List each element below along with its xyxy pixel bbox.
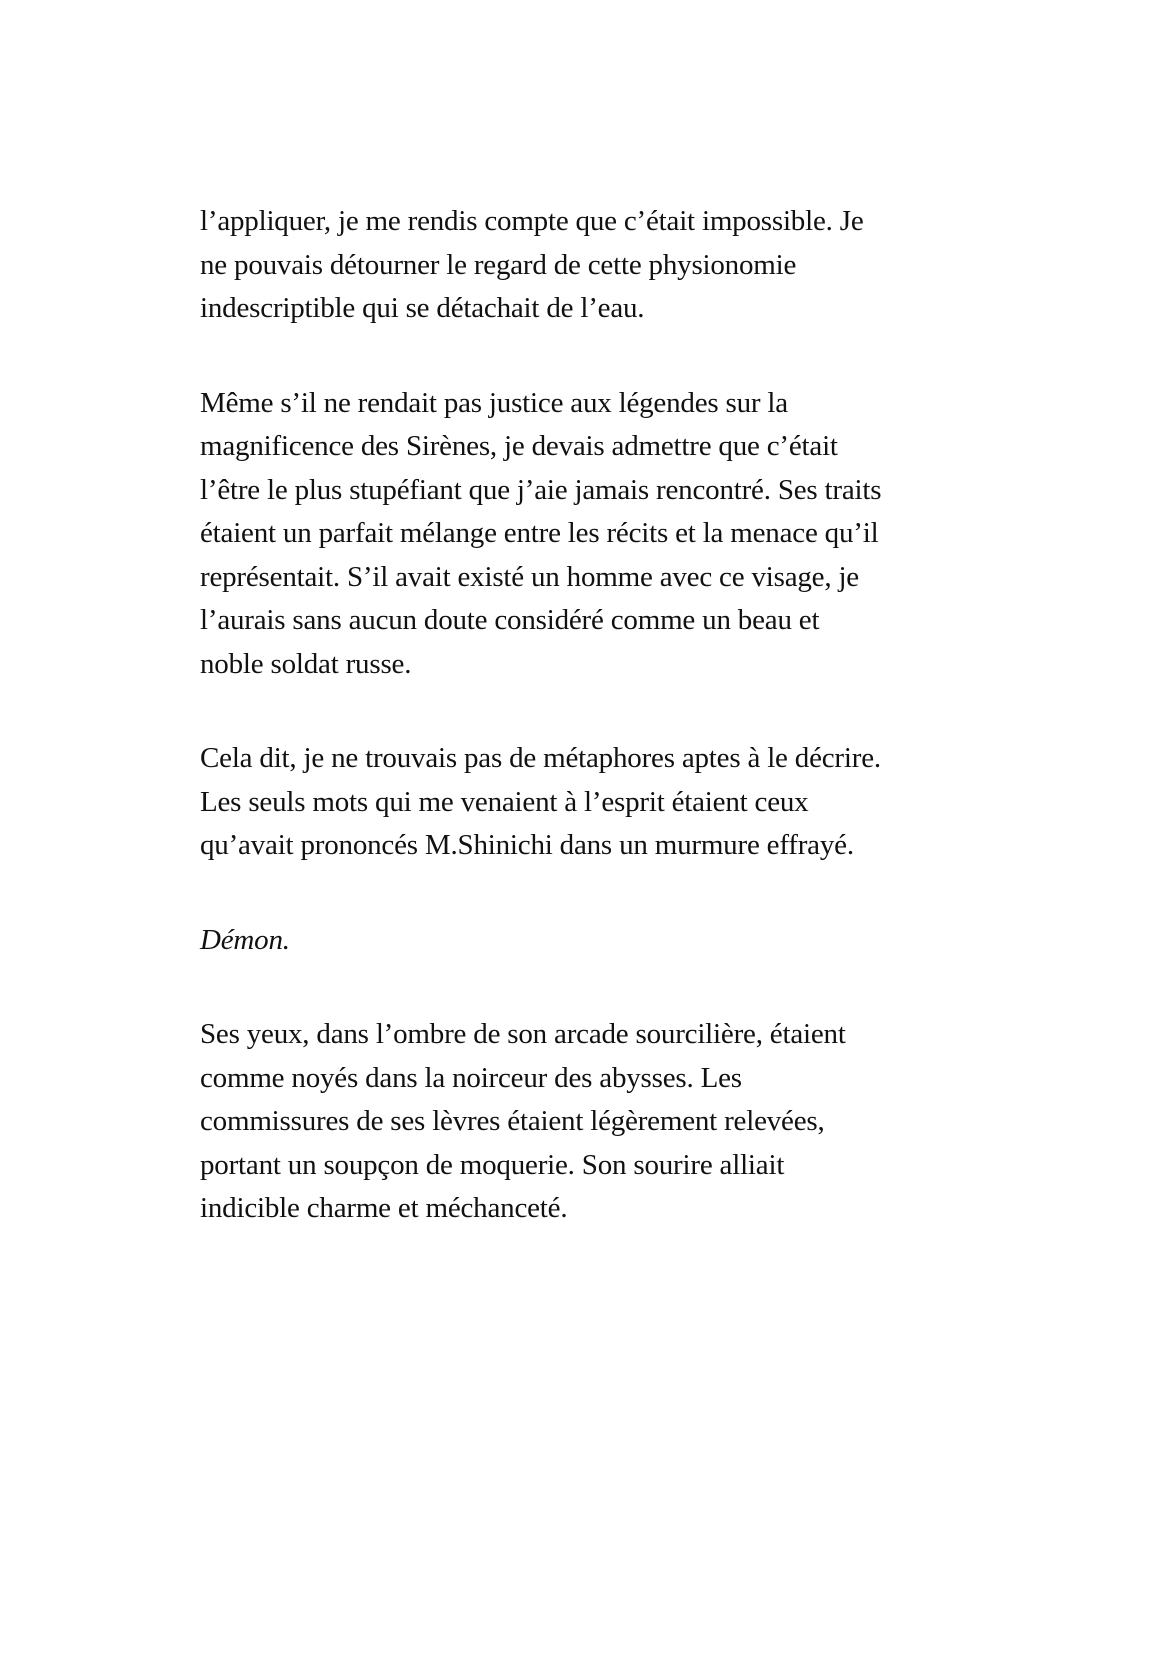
text-line: indescriptible qui se détachait de l’eau. — [200, 292, 645, 324]
text-line: Même s’il ne rendait pas justice aux légendes sur la — [200, 386, 788, 419]
text-line: qu’avait prononcés M.Shinichi dans un murmure effrayé. — [200, 829, 854, 861]
text-line: Cela dit, je ne trouvais pas de métaphores aptes à le décrire. — [200, 742, 881, 774]
text-line: Démon. — [200, 923, 290, 956]
body-text — [200, 200, 1000, 1282]
paragraph-4-italic — [200, 919, 1000, 963]
text-line: étaient un parfait mélange entre les récits et la menace qu’il — [200, 517, 879, 549]
text-line: l’être le plus stupéfiant que j’aie jamais rencontré. Ses traits — [200, 473, 882, 506]
paragraph-3 — [200, 737, 1000, 868]
text-line: indicible charme et méchanceté. — [200, 1192, 568, 1224]
text-line: ne pouvais détourner le regard de cette physionomie — [200, 248, 797, 281]
paragraph-2 — [200, 382, 1000, 687]
text-line: commissures de ses lèvres étaient légèrement relevées, — [200, 1105, 825, 1137]
text-line: comme noyés dans la noirceur des abysses. Les — [200, 1061, 742, 1094]
text-line: noble soldat russe. — [200, 647, 412, 680]
text-line: l’aurais sans aucun doute considéré comme un beau et — [200, 604, 820, 636]
paragraph-1 — [200, 200, 1000, 331]
text-line: magnificence des Sirènes, je devais admettre que c’était — [200, 430, 838, 462]
text-line: Les seuls mots qui me venaient à l’esprit étaient ceux — [200, 785, 809, 818]
text-line: représentait. S’il avait existé un homme avec ce visage, je — [200, 560, 859, 593]
paragraph-5 — [200, 1013, 1000, 1231]
text-line: portant un soupçon de moquerie. Son sourire alliait — [200, 1148, 785, 1181]
text-line: l’appliquer, je me rendis compte que c’était impossible. Je — [200, 205, 864, 237]
text-line: Ses yeux, dans l’ombre de son arcade sourcilière, étaient — [200, 1018, 846, 1050]
